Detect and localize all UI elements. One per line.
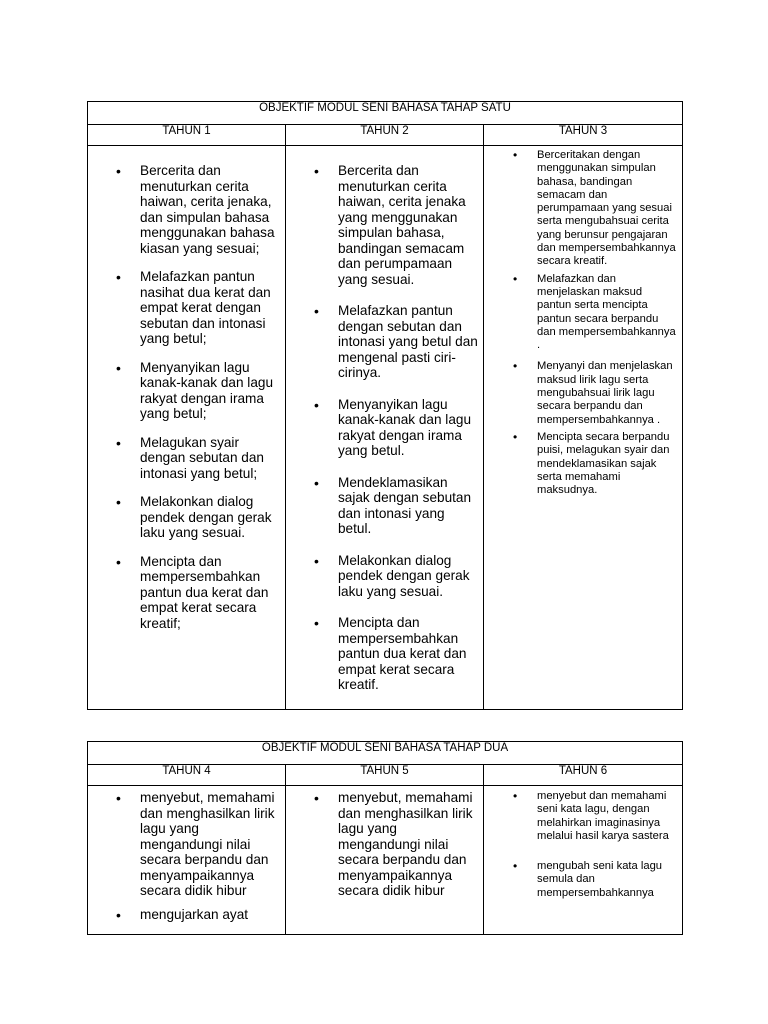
list-item: • Menyanyikan lagu kanak-kanak dan lagu rakyat dengan irama yang betul. bbox=[338, 397, 479, 459]
column-header-tahun-3: TAHUN 3 bbox=[484, 125, 683, 146]
objectives-list bbox=[484, 146, 682, 497]
objectives-cell-tahun-4 bbox=[88, 786, 286, 935]
list-item: • Melafazkan pantun nasihat dua kerat dan empat kerat dengan sebutan dan intonasi yang betul; bbox=[140, 269, 281, 347]
list-item: • Melafazkan dan menjelaskan maksud pantun serta mencipta pantun secara berpandu dan mempersembahkannya . bbox=[537, 273, 678, 353]
list-item: • menyebut, memahami dan menghasilkan lirik lagu yang mengandungi nilai secara berpandu dan menyampaikannya secara didik hibur bbox=[140, 790, 281, 899]
list-item: • Mencipta dan mempersembahkan pantun dua kerat dan empat kerat secara kreatif; bbox=[140, 554, 281, 632]
list-item: • menyebut dan memahami seni kata lagu, dengan melahirkan imaginasinya melalui hasil karya sastera bbox=[537, 790, 678, 843]
list-item: • Mendeklamasikan sajak dengan sebutan dan intonasi yang betul. bbox=[338, 475, 479, 537]
table-tahap-dua bbox=[87, 741, 683, 935]
objectives-cell-tahun-5 bbox=[286, 786, 484, 935]
objectives-cell-tahun-6 bbox=[484, 786, 683, 935]
list-item: • Menyanyikan lagu kanak-kanak dan lagu rakyat dengan irama yang betul; bbox=[140, 360, 281, 422]
column-header-tahun-1: TAHUN 1 bbox=[88, 125, 286, 146]
objectives-list bbox=[286, 786, 483, 899]
list-item: • Melakonkan dialog pendek dengan gerak laku yang sesuai. bbox=[140, 494, 281, 541]
list-item: • Melagukan syair dengan sebutan dan intonasi yang betul; bbox=[140, 435, 281, 482]
objectives-cell-tahun-1 bbox=[88, 146, 286, 710]
list-item: • Mencipta dan mempersembahkan pantun dua kerat dan empat kerat secara kreatif. bbox=[338, 615, 479, 693]
list-item: • Mencipta secara berpandu puisi, melagukan syair dan mendeklamasikan sajak serta memahami maksudnya. bbox=[537, 431, 678, 497]
list-item: • Berceritakan dengan menggunakan simpulan bahasa, bandingan semacam dan perumpamaan yang sesuai serta mengubahsuai cerita yang berunsur pengajaran dan mempersembahkannya secara kreatif. bbox=[537, 149, 678, 269]
table-title: OBJEKTIF MODUL SENI BAHASA TAHAP DUA bbox=[88, 742, 683, 765]
column-header-tahun-4: TAHUN 4 bbox=[88, 765, 286, 786]
list-item: • menyebut, memahami dan menghasilkan lirik lagu yang mengandungi nilai secara berpandu dan menyampaikannya secara didik hibur bbox=[338, 790, 479, 899]
objectives-list bbox=[88, 786, 285, 922]
list-item: • Bercerita dan menuturkan cerita haiwan, cerita jenaka yang menggunakan simpulan bahasa, bandingan semacam dan perumpamaan yang sesuai. bbox=[338, 163, 479, 287]
list-item: • mengubah seni kata lagu semula dan mempersembahkannya bbox=[537, 860, 678, 900]
list-item: • Melakonkan dialog pendek dengan gerak laku yang sesuai. bbox=[338, 553, 479, 600]
objectives-list bbox=[286, 146, 483, 693]
objectives-list bbox=[484, 786, 682, 900]
list-item: • Menyanyi dan menjelaskan maksud lirik lagu serta mengubahsuai lirik lagu secara berpandu dan mempersembahkannya . bbox=[537, 360, 678, 426]
table-title: OBJEKTIF MODUL SENI BAHASA TAHAP SATU bbox=[88, 102, 683, 125]
column-header-tahun-6: TAHUN 6 bbox=[484, 765, 683, 786]
objectives-list bbox=[88, 146, 285, 631]
list-item: • Bercerita dan menuturkan cerita haiwan, cerita jenaka, dan simpulan bahasa menggunakan bahasa kiasan yang sesuai; bbox=[140, 163, 281, 256]
objectives-cell-tahun-3 bbox=[484, 146, 683, 710]
list-item: • mengujarkan ayat bbox=[140, 907, 281, 923]
list-item: • Melafazkan pantun dengan sebutan dan intonasi yang betul dan mengenal pasti ciri-cirinya. bbox=[338, 303, 479, 381]
column-header-tahun-5: TAHUN 5 bbox=[286, 765, 484, 786]
column-header-tahun-2: TAHUN 2 bbox=[286, 125, 484, 146]
objectives-cell-tahun-2 bbox=[286, 146, 484, 710]
table-tahap-satu bbox=[87, 101, 683, 710]
